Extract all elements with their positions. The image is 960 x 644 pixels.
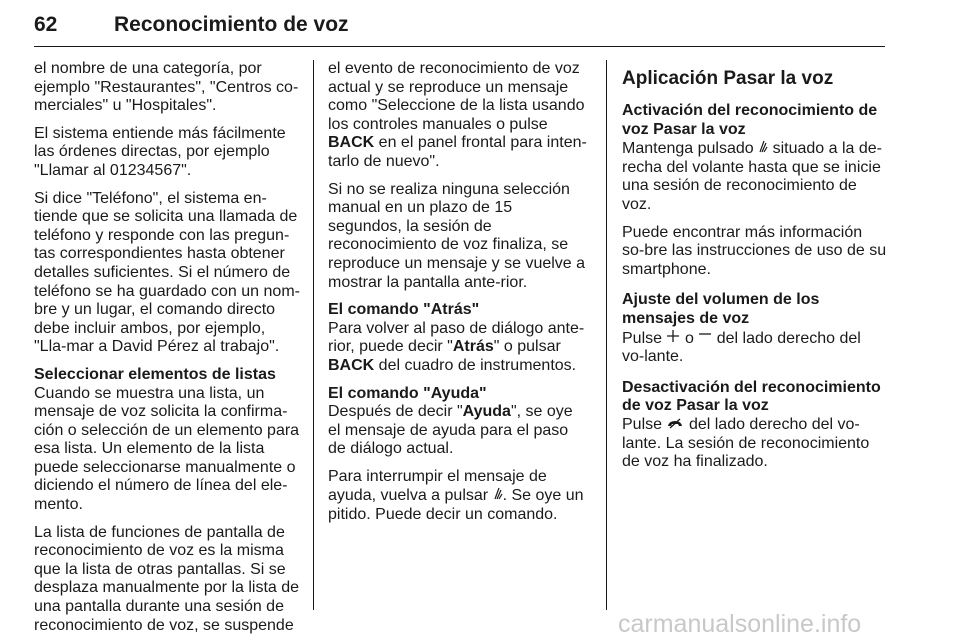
paragraph: La lista de funciones de pantalla de reconocimiento de voz es la misma que la lista de otras pantallas. Si se desplaza manualmente por la lista de una pantalla durante una sesión de reconocimiento de voz, se suspende xyxy=(34,523,300,634)
section-title: Aplicación Pasar la voz xyxy=(622,68,834,89)
hang-up-icon xyxy=(666,416,684,435)
plus-icon xyxy=(666,329,680,349)
subheading: El comando "Ayuda" xyxy=(328,384,487,402)
subheading: Activación del reconocimiento de voz Pasar la voz xyxy=(622,102,878,138)
command-ayuda: Ayuda xyxy=(462,403,511,421)
page-number: 62 xyxy=(34,13,58,36)
subheading: El comando "Atrás" xyxy=(328,301,480,319)
back-key-label: BACK xyxy=(328,356,375,374)
back-key-label: BACK xyxy=(328,134,375,152)
paragraph: Puede encontrar más información so-bre las instrucciones de uso de su smartphone. xyxy=(622,223,887,278)
command-atras: Atrás xyxy=(452,338,494,356)
paragraph: el evento de reconocimiento de voz actual y se reproduce un mensaje como "Seleccione de la lista usando los controles manuales o pulse BACK en el panel frontal para inten-tarlo de nuevo". xyxy=(328,60,587,170)
column-2 xyxy=(328,60,588,534)
subheading: Ajuste del volumen de los mensajes de voz xyxy=(622,291,820,327)
paragraph: Mantenga pulsado situado a la de-recha del volante hasta que se inicie una sesión de reconocimiento de voz. xyxy=(622,140,882,213)
column-divider xyxy=(313,60,314,610)
paragraph: Cuando se muestra una lista, un mensaje de voz solicita la confirma-ción o selección de un elemento para esa lista. Un elemento de la lista puede seleccionarse manualmente o diciendo el número de línea del ele-mento. xyxy=(34,384,300,514)
paragraph: Pulse o del lado derecho del vo-lante. xyxy=(622,329,861,366)
subheading: Seleccionar elementos de listas xyxy=(34,365,276,383)
column-1 xyxy=(34,60,300,644)
subheading: Desactivación del reconocimiento de voz Pasar la voz xyxy=(622,378,881,415)
minus-icon xyxy=(698,329,712,349)
column-divider xyxy=(606,60,607,610)
page-title: Reconocimiento de voz xyxy=(114,13,349,36)
paragraph: El sistema entiende más fácilmente las órdenes directas, por ejemplo "Llamar al 01234567". xyxy=(34,124,286,179)
paragraph: el nombre de una categoría, por ejemplo "Restaurantes", "Centros co-merciales" u "Hospitales". xyxy=(34,60,299,115)
voice-control-icon xyxy=(758,139,768,159)
column-3 xyxy=(622,60,887,481)
paragraph: Después de decir "Ayuda", se oye el mensaje de ayuda para el paso de diálogo actual. xyxy=(328,403,573,458)
page-header xyxy=(34,0,885,47)
watermark-text: carmanualsonline.info xyxy=(618,610,862,638)
paragraph: Para interrumpir el mensaje de ayuda, vuelva a pulsar . Se oye un pitido. Puede decir un comando. xyxy=(328,467,584,524)
voice-control-icon xyxy=(493,486,503,506)
paragraph: Si no se realiza ninguna selección manual en un plazo de 15 segundos, la sesión de reconocimiento de voz finaliza, se reproduce un mensaje y se vuelve a mostrar la pantalla ante-rior. xyxy=(328,180,586,291)
paragraph: Pulse del lado derecho del vo-lante. La sesión de reconocimiento de voz ha finalizado. xyxy=(622,415,870,471)
paragraph: Si dice "Teléfono", el sistema en-tiende que se solicita una llamada de teléfono y responde con las pregun-tas correspondientes hasta obtener detalles suficientes. Si el número de teléfono se ha guardado con un nom-bre y un lugar, el comando directo debe incluir ambos, por ejemplo, "Lla-mar a David Pérez al trabajo". xyxy=(34,189,300,356)
paragraph: Para volver al paso de diálogo ante-rior, puede decir "Atrás" o pulsar BACK del cuadro de instrumentos. xyxy=(328,319,585,374)
